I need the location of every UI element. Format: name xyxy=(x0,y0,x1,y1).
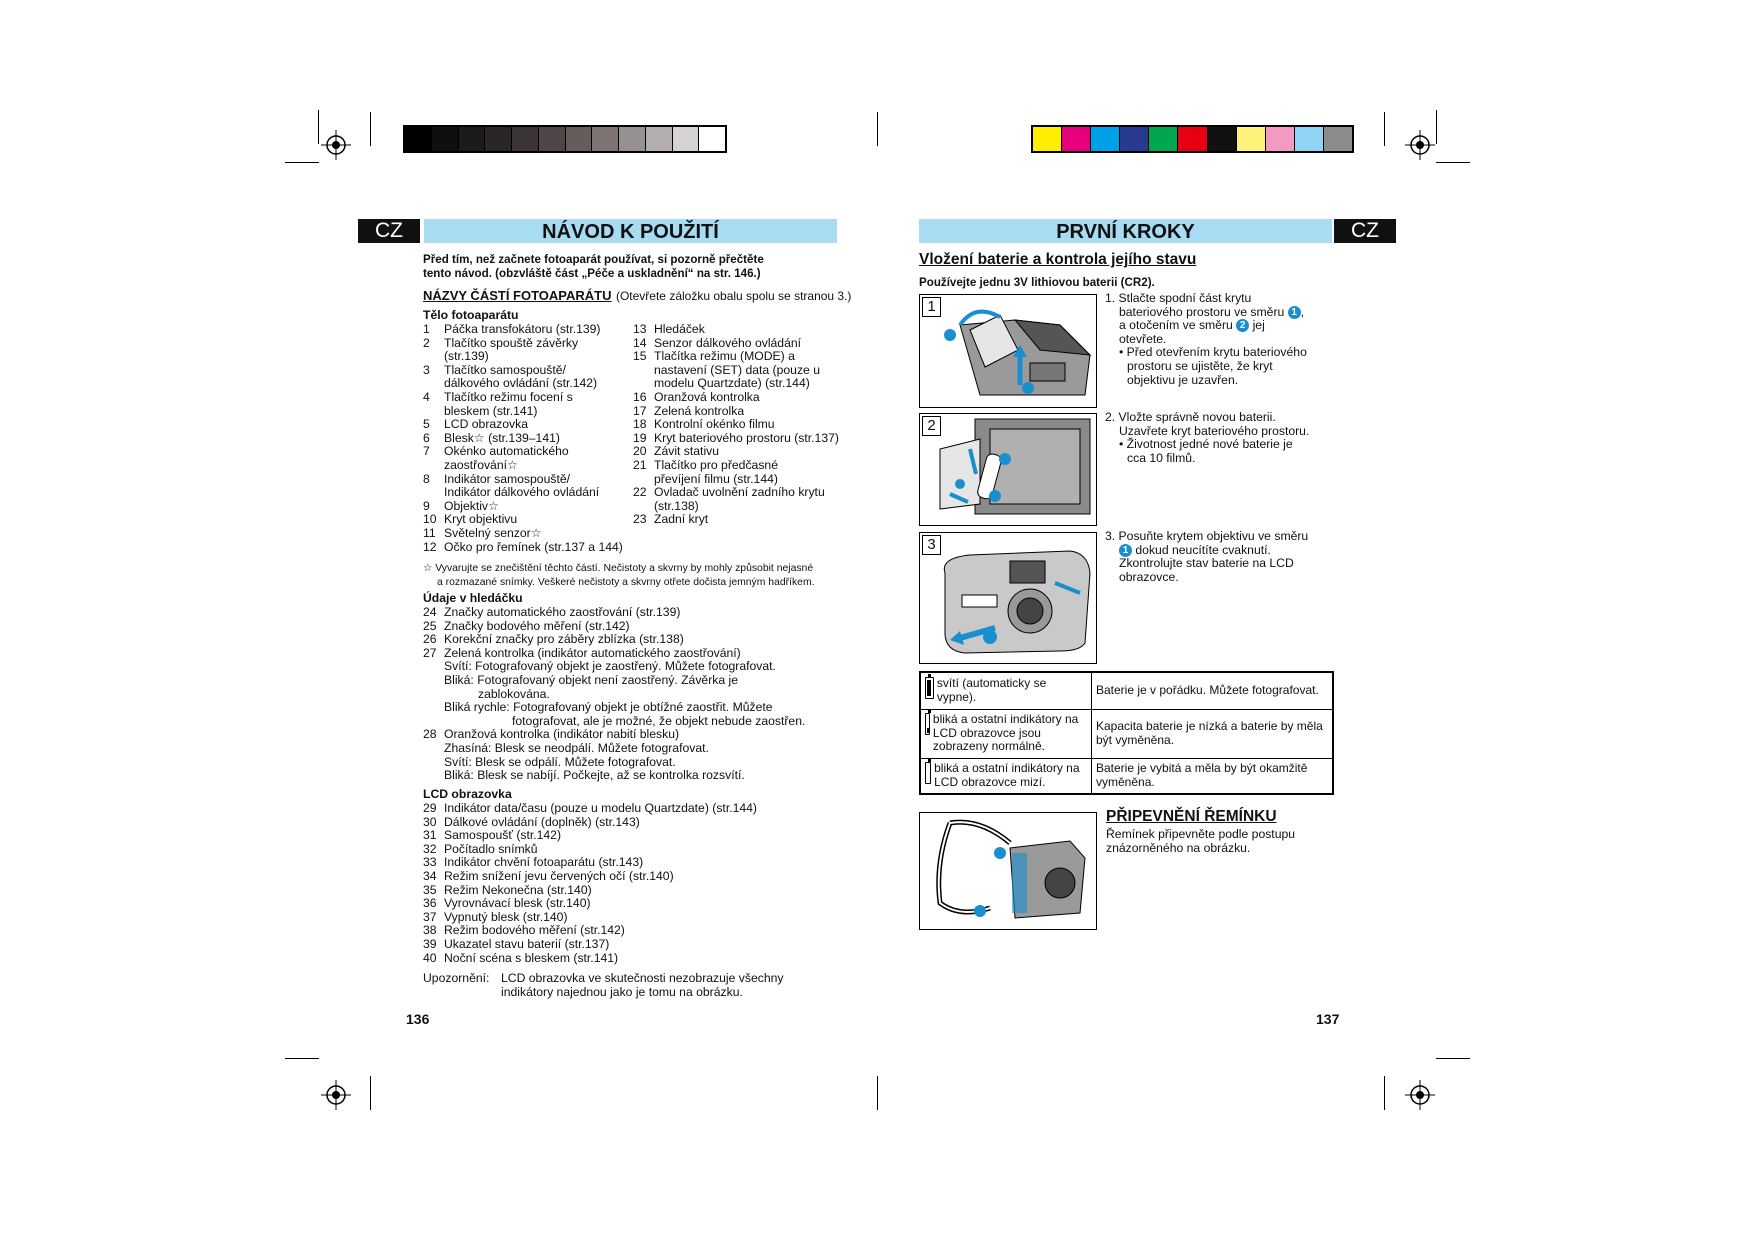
figure-open-lens-cover: 3 xyxy=(919,532,1097,664)
list-item xyxy=(423,674,843,688)
list-item xyxy=(423,418,623,432)
item-label: Oranžová kontrolka xyxy=(654,389,760,404)
color-swatch xyxy=(673,127,700,151)
list-item xyxy=(633,513,848,527)
battery-status-table xyxy=(919,671,1334,795)
color-swatch xyxy=(1091,127,1120,151)
color-swatch xyxy=(1149,127,1178,151)
item-label: Kryt bateriového prostoru (str.137) xyxy=(654,430,839,445)
item-number xyxy=(423,769,444,783)
item-number: 40 xyxy=(423,950,437,965)
item-label: Tlačítko pro předčasné xyxy=(654,457,778,472)
registration-mark-icon xyxy=(321,1080,351,1110)
item-label: Kontrolní okénko filmu xyxy=(654,417,775,432)
item-number: 25 xyxy=(423,618,437,633)
item-number xyxy=(633,473,654,487)
color-swatch xyxy=(1120,127,1149,151)
battery-full-icon xyxy=(925,677,934,699)
list-item xyxy=(423,870,843,884)
item-number xyxy=(423,660,444,674)
item-number: 6 xyxy=(423,430,430,445)
item-number: 11 xyxy=(423,525,436,540)
camera-front-illustration xyxy=(920,533,1095,662)
list-item xyxy=(423,701,843,715)
lcd-list xyxy=(423,802,843,965)
step-3-text: 3. Posuňte krytem objektivu ve směru 1 dokud neucítíte cvaknutí. Zkontrolujte stav baterie na LCD obrazovce. xyxy=(1105,529,1309,584)
battery-type-note: Používejte jednu 3V lithiovou baterii (CR2). xyxy=(919,276,1155,289)
item-number xyxy=(633,500,654,514)
list-item xyxy=(423,391,623,405)
item-number xyxy=(423,377,444,391)
item-number: 7 xyxy=(423,444,430,459)
item-number xyxy=(423,688,444,702)
color-swatch xyxy=(1266,127,1295,151)
item-label: Zelená kontrolka xyxy=(654,403,745,418)
color-swatch xyxy=(566,127,593,151)
page-number-right: 137 xyxy=(1316,1011,1340,1027)
color-calibration-bar xyxy=(1031,125,1354,153)
list-item xyxy=(423,337,623,351)
list-item xyxy=(633,405,848,419)
color-swatch xyxy=(619,127,646,151)
item-number xyxy=(423,405,444,419)
battery-low-icon xyxy=(925,713,930,735)
list-item xyxy=(423,843,843,857)
item-label: Dálkové ovládání (doplněk) (str.143) xyxy=(444,814,640,829)
item-label: Ovladač uvolnění zadního krytu xyxy=(654,485,825,500)
item-number xyxy=(423,715,444,729)
page-title-right: PRVNÍ KROKY xyxy=(919,219,1332,243)
parts-heading-row xyxy=(423,287,851,305)
color-swatch xyxy=(1033,127,1062,151)
item-number xyxy=(423,486,444,500)
intro-text: Před tím, než začnete fotoaparát používat, si pozorně přečtěte tento návod. (obzvláště část „Péče a uskladnění“ na str. 146.) xyxy=(423,253,764,280)
list-item xyxy=(633,364,848,378)
item-label: Vyrovnávací blesk (str.140) xyxy=(444,896,591,911)
item-label: Noční scéna s bleskem (str.141) xyxy=(444,950,619,965)
item-label: Zadní kryt xyxy=(654,512,709,527)
item-label: Blesk☆ (str.139–141) xyxy=(444,430,560,445)
list-item xyxy=(423,432,623,446)
item-number: 38 xyxy=(423,923,437,938)
item-label: Režim Nekonečna (str.140) xyxy=(444,882,592,897)
list-item xyxy=(633,486,848,500)
item-number: 32 xyxy=(423,841,437,856)
item-number: 29 xyxy=(423,801,437,815)
item-number xyxy=(423,459,444,473)
item-label: Počítadlo snímků xyxy=(444,841,538,856)
battery-empty-icon xyxy=(925,762,931,784)
list-item xyxy=(633,377,848,391)
item-number: 22 xyxy=(633,485,647,500)
item-number: 15 xyxy=(633,349,647,364)
item-label: Bliká: Fotografovaný objekt není zaostřený. Závěrka je xyxy=(444,672,739,687)
item-number: 2 xyxy=(423,335,430,350)
language-tag-left: CZ xyxy=(358,219,420,243)
item-label: Hledáček xyxy=(654,322,705,336)
list-item xyxy=(423,323,623,337)
list-item xyxy=(423,802,843,816)
list-item xyxy=(423,911,843,925)
strap-text: Řemínek připevněte podle postupu znázorněného na obrázku. xyxy=(1106,827,1296,855)
item-label: Světelný senzor☆ xyxy=(444,525,542,540)
item-label: Tlačítko režimu focení s xyxy=(444,389,573,404)
table-row: svítí (automaticky se vypne). Baterie je v pořádku. Můžete fotografovat. xyxy=(920,672,1333,709)
color-swatch xyxy=(512,127,539,151)
page-number-left: 136 xyxy=(406,1011,430,1027)
list-item xyxy=(423,715,843,729)
list-item xyxy=(423,816,843,830)
item-number: 20 xyxy=(633,444,647,459)
color-swatch xyxy=(539,127,566,151)
color-swatch xyxy=(405,127,432,151)
item-number xyxy=(633,377,654,391)
list-item xyxy=(423,527,623,541)
list-item xyxy=(423,938,843,952)
item-number xyxy=(423,742,444,756)
list-item xyxy=(423,350,623,364)
camera-bottom-illustration xyxy=(920,295,1095,406)
color-swatch xyxy=(1208,127,1237,151)
list-item xyxy=(423,500,623,514)
viewfinder-list xyxy=(423,606,843,783)
list-item xyxy=(423,541,623,555)
list-item xyxy=(423,924,843,938)
parts-note: (Otevřete záložku obalu spolu se stranou 3.) xyxy=(615,289,852,303)
item-number: 37 xyxy=(423,909,437,924)
item-label: Páčka transfokátoru (str.139) xyxy=(444,322,601,336)
item-number: 39 xyxy=(423,936,437,951)
list-item xyxy=(633,391,848,405)
parts-list-col1 xyxy=(423,323,623,554)
color-swatch xyxy=(485,127,512,151)
item-label: (str.138) xyxy=(654,498,699,513)
item-number: 13 xyxy=(633,322,647,336)
step-1-text: 1. Stlačte spodní část krytu bateriového prostoru ve směru 1 , a otočením ve směru 2 jej otevřete. • Před otevřením krytu bateriového prostoru se ujistěte, že kryt objektivu je uzavřen. xyxy=(1105,291,1307,387)
list-item xyxy=(423,660,843,674)
list-item xyxy=(423,606,843,620)
item-number: 21 xyxy=(633,457,647,472)
list-item xyxy=(423,856,843,870)
item-label: Samospoušť (str.142) xyxy=(444,828,562,843)
list-item xyxy=(633,432,848,446)
list-item xyxy=(423,769,843,783)
color-swatch xyxy=(646,127,673,151)
item-number: 18 xyxy=(633,417,647,432)
list-item xyxy=(633,323,848,337)
figure-open-battery-cover: 1 xyxy=(919,294,1097,408)
item-number xyxy=(633,364,654,378)
color-swatch xyxy=(1062,127,1091,151)
list-item xyxy=(423,405,623,419)
item-number xyxy=(423,756,444,770)
item-number: 31 xyxy=(423,828,437,843)
direction-1-icon: 1 xyxy=(1288,306,1301,319)
list-item xyxy=(423,897,843,911)
item-number: 1 xyxy=(423,322,430,336)
table-row: bliká a ostatní indikátory na LCD obrazovce jsou zobrazeny normálně. Kapacita baterie je nízká a baterie by měla být vyměněna. xyxy=(920,709,1333,758)
item-label: Očko pro řemínek (str.137 a 144) xyxy=(444,539,623,554)
page-title-left: NÁVOD K POUŽITÍ xyxy=(424,219,837,243)
list-item xyxy=(633,473,848,487)
list-item xyxy=(423,513,623,527)
item-label: Tlačítka režimu (MODE) a xyxy=(654,349,795,364)
table-row: bliká a ostatní indikátory na LCD obrazovce mizí. Baterie je vybitá a měla by být okamžitě vyměněna. xyxy=(920,758,1333,794)
list-item xyxy=(423,756,843,770)
item-label: Kryt objektivu xyxy=(444,512,518,527)
item-number: 24 xyxy=(423,605,437,619)
item-label: Svítí: Blesk se odpálí. Můžete fotografovat. xyxy=(444,754,676,769)
list-item xyxy=(423,620,843,634)
registration-mark-icon xyxy=(1405,1080,1435,1110)
item-label: Vypnutý blesk (str.140) xyxy=(444,909,568,924)
list-item xyxy=(633,500,848,514)
item-label: fotografovat, ale je možné, že objekt nebude zaostřen. xyxy=(512,713,806,728)
list-item xyxy=(423,728,843,742)
item-number: 16 xyxy=(633,389,647,404)
list-item xyxy=(633,418,848,432)
figure-attach-strap xyxy=(919,812,1097,930)
figure-insert-battery: 2 xyxy=(919,413,1097,526)
item-label: Zhasíná: Blesk se neodpálí. Můžete fotografovat. xyxy=(444,740,709,755)
item-label: Značky bodového měření (str.142) xyxy=(444,618,630,633)
item-number xyxy=(423,674,444,688)
item-label: Bliká: Blesk se nabíjí. Počkejte, až se kontrolka rozsvítí. xyxy=(444,768,745,783)
strap-illustration xyxy=(920,813,1095,928)
item-label: Režim snížení jevu červených očí (str.140) xyxy=(444,868,674,883)
list-item xyxy=(423,952,843,966)
item-number: 28 xyxy=(423,727,437,742)
item-label: (str.139) xyxy=(444,349,489,364)
item-number xyxy=(423,350,444,364)
list-item xyxy=(423,829,843,843)
gray-calibration-bar xyxy=(403,125,727,153)
strap-heading: PŘIPEVNĚNÍ ŘEMÍNKU xyxy=(1106,808,1277,825)
item-label: Indikátor chvění fotoaparátu (str.143) xyxy=(444,855,644,870)
registration-mark-icon xyxy=(1405,130,1435,160)
item-label: Ukazatel stavu baterií (str.137) xyxy=(444,936,610,951)
list-item xyxy=(423,633,843,647)
parts-heading: NÁZVY ČÁSTÍ FOTOAPARÁTU xyxy=(423,288,612,303)
item-label: Okénko automatického xyxy=(444,444,569,459)
color-swatch xyxy=(1237,127,1266,151)
item-number: 33 xyxy=(423,855,437,870)
item-number: 36 xyxy=(423,896,437,911)
item-label: Korekční značky pro záběry zblízka (str.138) xyxy=(444,632,684,647)
list-item xyxy=(423,742,843,756)
item-label: Oranžová kontrolka (indikátor nabití blesku) xyxy=(444,727,680,742)
item-label: bleskem (str.141) xyxy=(444,403,538,418)
item-label: Závit stativu xyxy=(654,444,720,459)
list-item xyxy=(633,337,848,351)
item-number xyxy=(423,701,444,715)
list-item xyxy=(633,459,848,473)
item-label: Indikátor dálkového ovládání xyxy=(444,485,600,500)
item-label: převíjení filmu (str.144) xyxy=(654,471,778,486)
item-number: 35 xyxy=(423,882,437,897)
item-label: Značky automatického zaostřování (str.139) xyxy=(444,605,681,619)
item-label: Indikátor samospouště/ xyxy=(444,471,571,486)
direction-2-icon: 2 xyxy=(1236,319,1249,332)
item-number: 23 xyxy=(633,512,647,527)
item-number: 14 xyxy=(633,335,647,350)
parts-list-col2 xyxy=(633,323,848,527)
list-item xyxy=(633,350,848,364)
direction-1-icon: 1 xyxy=(1119,544,1132,557)
list-item xyxy=(423,364,623,378)
list-item xyxy=(423,884,843,898)
item-number: 8 xyxy=(423,471,430,486)
item-number: 5 xyxy=(423,417,430,432)
item-number: 19 xyxy=(633,430,647,445)
color-swatch xyxy=(459,127,486,151)
language-tag-right: CZ xyxy=(1334,219,1396,243)
item-label: Objektiv☆ xyxy=(444,498,499,513)
item-number: 26 xyxy=(423,632,437,647)
item-label: Bliká rychle: Fotografovaný objekt je obtížné zaostřit. Můžete xyxy=(444,700,773,715)
item-label: zaostřování☆ xyxy=(444,457,518,472)
item-label: Svítí: Fotografovaný objekt je zaostřený. Můžete fotografovat. xyxy=(444,659,776,674)
item-label: Zelená kontrolka (indikátor automatického zaostřování) xyxy=(444,645,741,660)
battery-insert-illustration xyxy=(920,414,1095,524)
lcd-note: Upozornění: LCD obrazovka ve skutečnosti nezobrazuje všechny indikátory najednou jako je tomu na obrázku. xyxy=(423,971,784,999)
item-label: zablokována. xyxy=(478,686,550,701)
body-heading: Tělo fotoaparátu xyxy=(423,308,519,322)
item-number: 4 xyxy=(423,389,430,404)
item-label: Senzor dálkového ovládání xyxy=(654,335,802,350)
item-label: Režim bodového měření (str.142) xyxy=(444,923,625,938)
item-number: 17 xyxy=(633,403,647,418)
item-label: dálkového ovládání (str.142) xyxy=(444,376,598,391)
battery-section-heading: Vložení baterie a kontrola jejího stavu xyxy=(919,251,1197,268)
list-item xyxy=(633,445,848,459)
item-number: 12 xyxy=(423,539,437,554)
item-label: Indikátor data/času (pouze u modelu Quartzdate) (str.144) xyxy=(444,801,757,815)
item-number: 3 xyxy=(423,362,430,377)
item-label: modelu Quartzdate) (str.144) xyxy=(654,376,810,391)
list-item xyxy=(423,486,623,500)
item-number: 34 xyxy=(423,868,437,883)
item-label: LCD obrazovka xyxy=(444,417,528,432)
item-number: 27 xyxy=(423,645,437,660)
list-item xyxy=(423,459,623,473)
list-item xyxy=(423,445,623,459)
list-item xyxy=(423,377,623,391)
registration-mark-icon xyxy=(321,130,351,160)
star-note: ☆ Vyvarujte se znečištění těchto částí. Nečistoty a skvrny by mohly způsobit nejasné a rozmazané snímky. Veškeré nečistoty a skvrny otřete dočista jemným hadříkem. xyxy=(423,563,815,588)
item-number: 10 xyxy=(423,512,437,527)
item-label: Tlačítko spouště závěrky xyxy=(444,335,579,350)
lcd-heading: LCD obrazovka xyxy=(423,787,512,801)
step-2-text: 2. Vložte správně novou baterii. Uzavřete kryt bateriového prostoru. • Životnost jedné nové baterie je cca 10 filmů. xyxy=(1105,410,1310,465)
color-swatch xyxy=(1295,127,1324,151)
color-swatch xyxy=(699,127,725,151)
item-label: nastavení (SET) data (pouze u xyxy=(654,362,820,377)
item-number: 30 xyxy=(423,814,437,829)
list-item xyxy=(423,473,623,487)
color-swatch xyxy=(432,127,459,151)
list-item xyxy=(423,647,843,661)
list-item xyxy=(423,688,843,702)
item-number: 9 xyxy=(423,498,430,513)
viewfinder-heading: Údaje v hledáčku xyxy=(423,591,523,605)
color-swatch xyxy=(1178,127,1207,151)
color-swatch xyxy=(592,127,619,151)
color-swatch xyxy=(1324,127,1352,151)
item-label: Tlačítko samospouště/ xyxy=(444,362,566,377)
